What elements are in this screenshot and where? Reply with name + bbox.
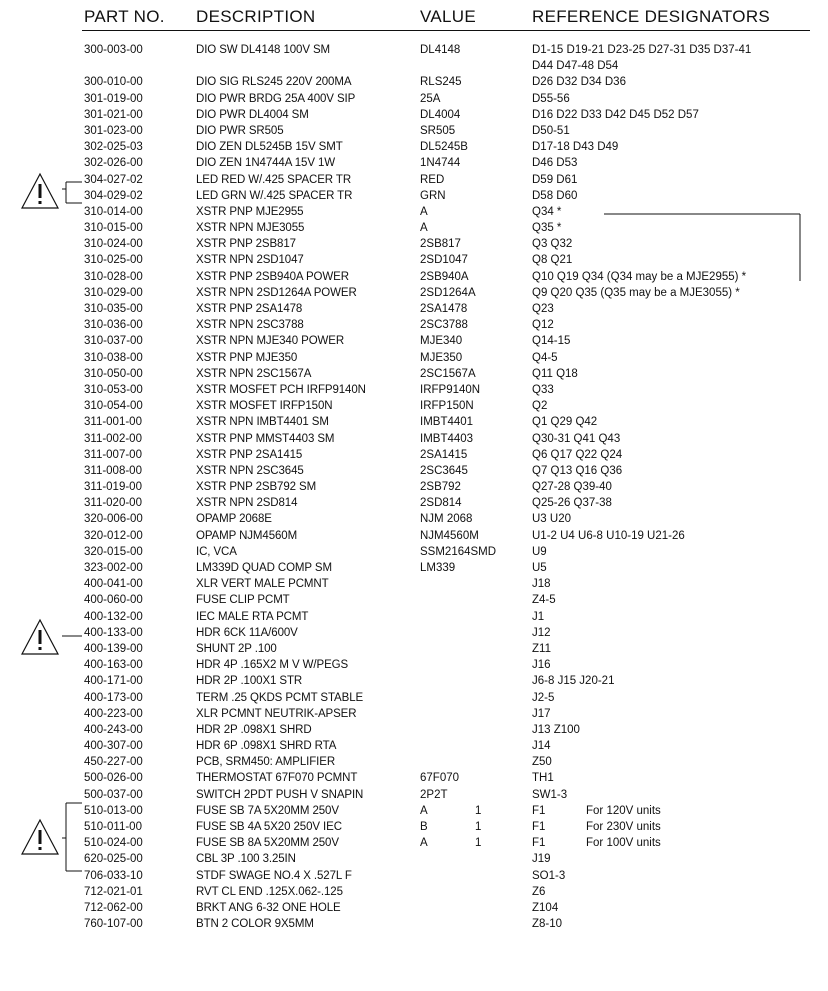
value: SSM2164SMD <box>420 545 497 558</box>
reference-designators: SW1-3 <box>532 788 568 801</box>
reference-designators: D17-18 D43 D49 <box>532 141 619 154</box>
quantity: 1 <box>475 804 482 817</box>
part-number: 304-027-02 <box>84 173 143 186</box>
value: 67F070 <box>420 772 460 785</box>
quantity: 1 <box>475 837 482 850</box>
description: FUSE SB 8A 5X20MM 250V <box>196 837 339 850</box>
part-number: 311-002-00 <box>84 432 142 445</box>
description: DIO ZEN 1N4744A 15V 1W <box>196 157 336 170</box>
reference-designators: Q35 * <box>532 222 562 235</box>
value: 2SD814 <box>420 497 462 510</box>
part-number: 320-012-00 <box>84 529 143 542</box>
description: THERMOSTAT 67F070 PCMNT <box>196 772 358 785</box>
part-number: 400-060-00 <box>84 594 143 607</box>
reference-designators: U3 U20 <box>532 513 571 526</box>
description: DIO SIG RLS245 220V 200MA <box>196 76 352 89</box>
value: RED <box>420 173 445 186</box>
reference-designators: U1-2 U4 U6-8 U10-19 U21-26 <box>532 529 685 542</box>
part-number: 311-020-00 <box>84 497 142 510</box>
description: STDF SWAGE NO.4 X .527L F <box>196 869 352 882</box>
part-number: 500-037-00 <box>84 788 143 801</box>
reference-designators: Q6 Q17 Q22 Q24 <box>532 448 623 461</box>
description: DIO PWR SR505 <box>196 124 284 137</box>
reference-designators: J13 Z100 <box>532 723 580 736</box>
reference-designators: J1 <box>532 610 545 623</box>
reference-designators: D44 D47-48 D54 <box>532 60 619 73</box>
reference-designators: Q2 <box>532 400 548 413</box>
part-number: 310-050-00 <box>84 367 143 380</box>
part-number: 760-107-00 <box>84 918 143 931</box>
value: A <box>420 222 428 235</box>
reference-designators: D16 D22 D33 D42 D45 D52 D57 <box>532 108 699 121</box>
reference-designators: D59 D61 <box>532 173 578 186</box>
description: OPAMP NJM4560M <box>196 529 298 542</box>
part-number: 311-007-00 <box>84 448 142 461</box>
reference-designators: Z6 <box>532 885 546 898</box>
description: XSTR NPN 2SD1047 <box>196 254 304 267</box>
value: LM339 <box>420 562 456 574</box>
part-number: 301-021-00 <box>84 108 143 121</box>
value: 2P2T <box>420 788 448 801</box>
description: XSTR NPN 2SD814 <box>196 497 298 510</box>
value: 2SA1478 <box>420 303 468 315</box>
reference-designators: TH1 <box>532 772 554 785</box>
part-number: 310-028-00 <box>84 270 143 283</box>
value: DL4004 <box>420 108 461 121</box>
part-number: 400-223-00 <box>84 707 143 720</box>
reference-designators: F1 <box>532 837 546 850</box>
description: RVT CL END .125X.062-.125 <box>196 885 343 898</box>
reference-designators: Q12 <box>532 319 554 332</box>
description: SWITCH 2PDT PUSH V SNAPIN <box>196 788 364 801</box>
reference-designators: Z50 <box>532 756 552 769</box>
part-number: 400-041-00 <box>84 578 143 591</box>
description: XSTR PNP MJE350 <box>196 351 298 364</box>
value: MJE340 <box>420 335 463 348</box>
part-number: 310-054-00 <box>84 400 143 413</box>
reference-designators: Q1 Q29 Q42 <box>532 416 598 429</box>
description: XLR VERT MALE PCMNT <box>196 578 329 591</box>
part-number: 310-036-00 <box>84 319 143 332</box>
description: PCB, SRM450: AMPLIFIER <box>196 756 336 769</box>
reference-designators: F1 <box>532 804 546 817</box>
part-number: 310-038-00 <box>84 351 143 364</box>
description: XSTR NPN 2SC1567A <box>196 367 312 380</box>
reference-designators: D26 D32 D34 D36 <box>532 76 626 89</box>
description: DIO PWR BRDG 25A 400V SIP <box>196 92 356 105</box>
reference-designators: D46 D53 <box>532 157 578 170</box>
reference-designators: J12 <box>532 626 551 639</box>
value: 2SD1047 <box>420 254 468 267</box>
value: RLS245 <box>420 76 462 89</box>
description: BTN 2 COLOR 9X5MM <box>196 918 314 931</box>
value: IMBT4401 <box>420 416 474 429</box>
reference-designators: U5 <box>532 562 547 574</box>
note: For 230V units <box>586 821 661 833</box>
part-number: 400-243-00 <box>84 723 143 736</box>
description: HDR 6CK 11A/600V <box>196 626 298 639</box>
part-number: 320-015-00 <box>84 545 143 558</box>
description: HDR 2P .100X1 STR <box>196 675 303 688</box>
value: 2SA1415 <box>420 448 468 461</box>
reference-designators: Z104 <box>532 901 559 914</box>
value: SR505 <box>420 124 456 137</box>
part-number: 400-132-00 <box>84 610 143 623</box>
header-reference-designators: REFERENCE DESIGNATORS <box>532 7 771 26</box>
description: XLR PCMNT NEUTRIK-APSER <box>196 707 357 720</box>
value: DL4148 <box>420 44 461 56</box>
description: IC, VCA <box>196 545 237 558</box>
part-number: 510-013-00 <box>84 804 143 817</box>
description: XSTR PNP 2SA1478 <box>196 303 303 315</box>
reference-designators: Q30-31 Q41 Q43 <box>532 432 621 445</box>
reference-designators: Q11 Q18 <box>532 367 578 380</box>
value: A <box>420 837 428 850</box>
description: OPAMP 2068E <box>196 513 272 526</box>
part-number: 310-024-00 <box>84 238 143 251</box>
value: 2SC3645 <box>420 464 468 477</box>
value: 2SC1567A <box>420 367 476 380</box>
description: XSTR MOSFET IRFP150N <box>196 400 333 413</box>
value: 1N4744 <box>420 157 461 170</box>
part-number: 400-307-00 <box>84 740 143 753</box>
value: 2SB940A <box>420 270 469 283</box>
part-number: 620-025-00 <box>84 853 143 866</box>
part-number: 400-171-00 <box>84 675 143 688</box>
reference-designators: Z8-10 <box>532 918 563 931</box>
description: DIO ZEN DL5245B 15V SMT <box>196 141 343 154</box>
description: CBL 3P .100 3.25IN <box>196 853 296 866</box>
reference-designators: F1 <box>532 821 546 833</box>
reference-designators: J17 <box>532 707 551 720</box>
reference-designators: U9 <box>532 545 547 558</box>
value: 2SD1264A <box>420 286 476 299</box>
note: For 100V units <box>586 837 661 850</box>
part-number: 302-026-00 <box>84 157 143 170</box>
note: For 120V units <box>586 804 661 817</box>
description: XSTR NPN MJE340 POWER <box>196 335 345 348</box>
value: B <box>420 821 428 833</box>
value: IRFP9140N <box>420 383 481 396</box>
part-number: 310-029-00 <box>84 286 143 299</box>
description: HDR 4P .165X2 M V W/PEGS <box>196 659 349 672</box>
header-part-no: PART NO. <box>84 7 165 26</box>
description: XSTR PNP 2SA1415 <box>196 448 303 461</box>
reference-designators: Q14-15 <box>532 335 571 348</box>
part-number: 400-133-00 <box>84 626 143 639</box>
reference-designators: D50-51 <box>532 124 570 137</box>
description: LED GRN W/.425 SPACER TR <box>196 189 353 202</box>
description: XSTR NPN 2SC3788 <box>196 319 304 332</box>
reference-designators: D55-56 <box>532 92 570 105</box>
part-number: 300-003-00 <box>84 44 143 56</box>
part-number: 500-026-00 <box>84 772 143 785</box>
description: DIO PWR DL4004 SM <box>196 108 309 121</box>
reference-designators: Z11 <box>532 642 551 655</box>
reference-designators: Q33 <box>532 383 554 396</box>
quantity: 1 <box>475 821 482 833</box>
part-number: 310-035-00 <box>84 303 143 315</box>
description: XSTR PNP 2SB817 <box>196 238 296 251</box>
description: XSTR MOSFET PCH IRFP9140N <box>196 383 366 396</box>
description: LM339D QUAD COMP SM <box>196 562 332 574</box>
reference-designators: Q27-28 Q39-40 <box>532 481 612 494</box>
part-number: 311-019-00 <box>84 481 142 494</box>
part-number: 706-033-10 <box>84 869 143 882</box>
reference-designators: Q3 Q32 <box>532 238 573 251</box>
reference-designators: J2-5 <box>532 691 555 704</box>
value: IRFP150N <box>420 400 474 413</box>
description: HDR 2P .098X1 SHRD <box>196 723 312 736</box>
reference-designators: J6-8 J15 J20-21 <box>532 675 615 688</box>
part-number: 400-163-00 <box>84 659 143 672</box>
value: NJM 2068 <box>420 513 473 526</box>
reference-designators: Q34 * <box>532 205 562 218</box>
part-number: 310-037-00 <box>84 335 143 348</box>
description: FUSE CLIP PCMT <box>196 594 290 607</box>
part-number: 712-021-01 <box>84 885 143 898</box>
description: HDR 6P .098X1 SHRD RTA <box>196 740 337 753</box>
description: SHUNT 2P .100 <box>196 642 277 655</box>
part-number: 310-025-00 <box>84 254 143 267</box>
part-number: 510-011-00 <box>84 821 142 833</box>
part-number: 311-008-00 <box>84 464 142 477</box>
description: XSTR NPN 2SD1264A POWER <box>196 286 357 299</box>
description: XSTR PNP 2SB940A POWER <box>196 270 349 283</box>
description: FUSE SB 7A 5X20MM 250V <box>196 804 339 817</box>
description: XSTR NPN 2SC3645 <box>196 464 304 477</box>
description: XSTR PNP MMST4403 SM <box>196 432 335 445</box>
reference-designators: J16 <box>532 659 551 672</box>
description: TERM .25 QKDS PCMT STABLE <box>196 691 364 704</box>
description: XSTR PNP MJE2955 <box>196 205 304 218</box>
part-number: 320-006-00 <box>84 513 143 526</box>
header-description: DESCRIPTION <box>196 7 316 26</box>
part-number: 510-024-00 <box>84 837 143 850</box>
reference-designators: D58 D60 <box>532 189 578 202</box>
part-number: 400-173-00 <box>84 691 143 704</box>
reference-designators: Q7 Q13 Q16 Q36 <box>532 464 623 477</box>
reference-designators: Q9 Q20 Q35 (Q35 may be a MJE3055) * <box>532 286 740 299</box>
part-number: 712-062-00 <box>84 901 143 914</box>
description: LED RED W/.425 SPACER TR <box>196 173 352 186</box>
part-number: 310-015-00 <box>84 222 143 235</box>
value: 2SB792 <box>420 481 461 494</box>
reference-designators: Q23 <box>532 303 554 315</box>
reference-designators: Q25-26 Q37-38 <box>532 497 612 510</box>
value: A <box>420 205 428 218</box>
value: A <box>420 804 428 817</box>
reference-designators: Q8 Q21 <box>532 254 573 267</box>
value: 2SB817 <box>420 238 461 251</box>
value: 25A <box>420 92 441 105</box>
part-number: 323-002-00 <box>84 562 143 574</box>
description: IEC MALE RTA PCMT <box>196 610 309 623</box>
reference-designators: J18 <box>532 578 551 591</box>
reference-designators: D1-15 D19-21 D23-25 D27-31 D35 D37-41 <box>532 44 752 56</box>
reference-designators: J14 <box>532 740 551 753</box>
part-number: 310-053-00 <box>84 383 143 396</box>
description: DIO SW DL4148 100V SM <box>196 44 331 56</box>
part-number: 310-014-00 <box>84 205 143 218</box>
value: MJE350 <box>420 351 463 364</box>
part-number: 450-227-00 <box>84 756 143 769</box>
reference-designators: Z4-5 <box>532 594 556 607</box>
reference-designators: Q10 Q19 Q34 (Q34 may be a MJE2955) * <box>532 270 747 283</box>
reference-designators: Q4-5 <box>532 351 558 364</box>
part-number: 400-139-00 <box>84 642 143 655</box>
description: BRKT ANG 6-32 ONE HOLE <box>196 901 341 914</box>
description: FUSE SB 4A 5X20 250V IEC <box>196 821 342 833</box>
part-number: 311-001-00 <box>84 416 142 429</box>
part-number: 301-023-00 <box>84 124 143 137</box>
part-number: 300-010-00 <box>84 76 143 89</box>
description: XSTR NPN IMBT4401 SM <box>196 416 329 429</box>
description: XSTR NPN MJE3055 <box>196 222 305 235</box>
part-number: 301-019-00 <box>84 92 143 105</box>
value: NJM4560M <box>420 529 479 542</box>
header-value: VALUE <box>420 7 476 26</box>
part-number: 304-029-02 <box>84 189 143 202</box>
part-number: 302-025-03 <box>84 141 143 154</box>
reference-designators: SO1-3 <box>532 869 566 882</box>
value: 2SC3788 <box>420 319 468 332</box>
value: GRN <box>420 189 446 202</box>
value: IMBT4403 <box>420 432 474 445</box>
description: XSTR PNP 2SB792 SM <box>196 481 317 494</box>
reference-designators: J19 <box>532 853 551 866</box>
value: DL5245B <box>420 141 468 154</box>
